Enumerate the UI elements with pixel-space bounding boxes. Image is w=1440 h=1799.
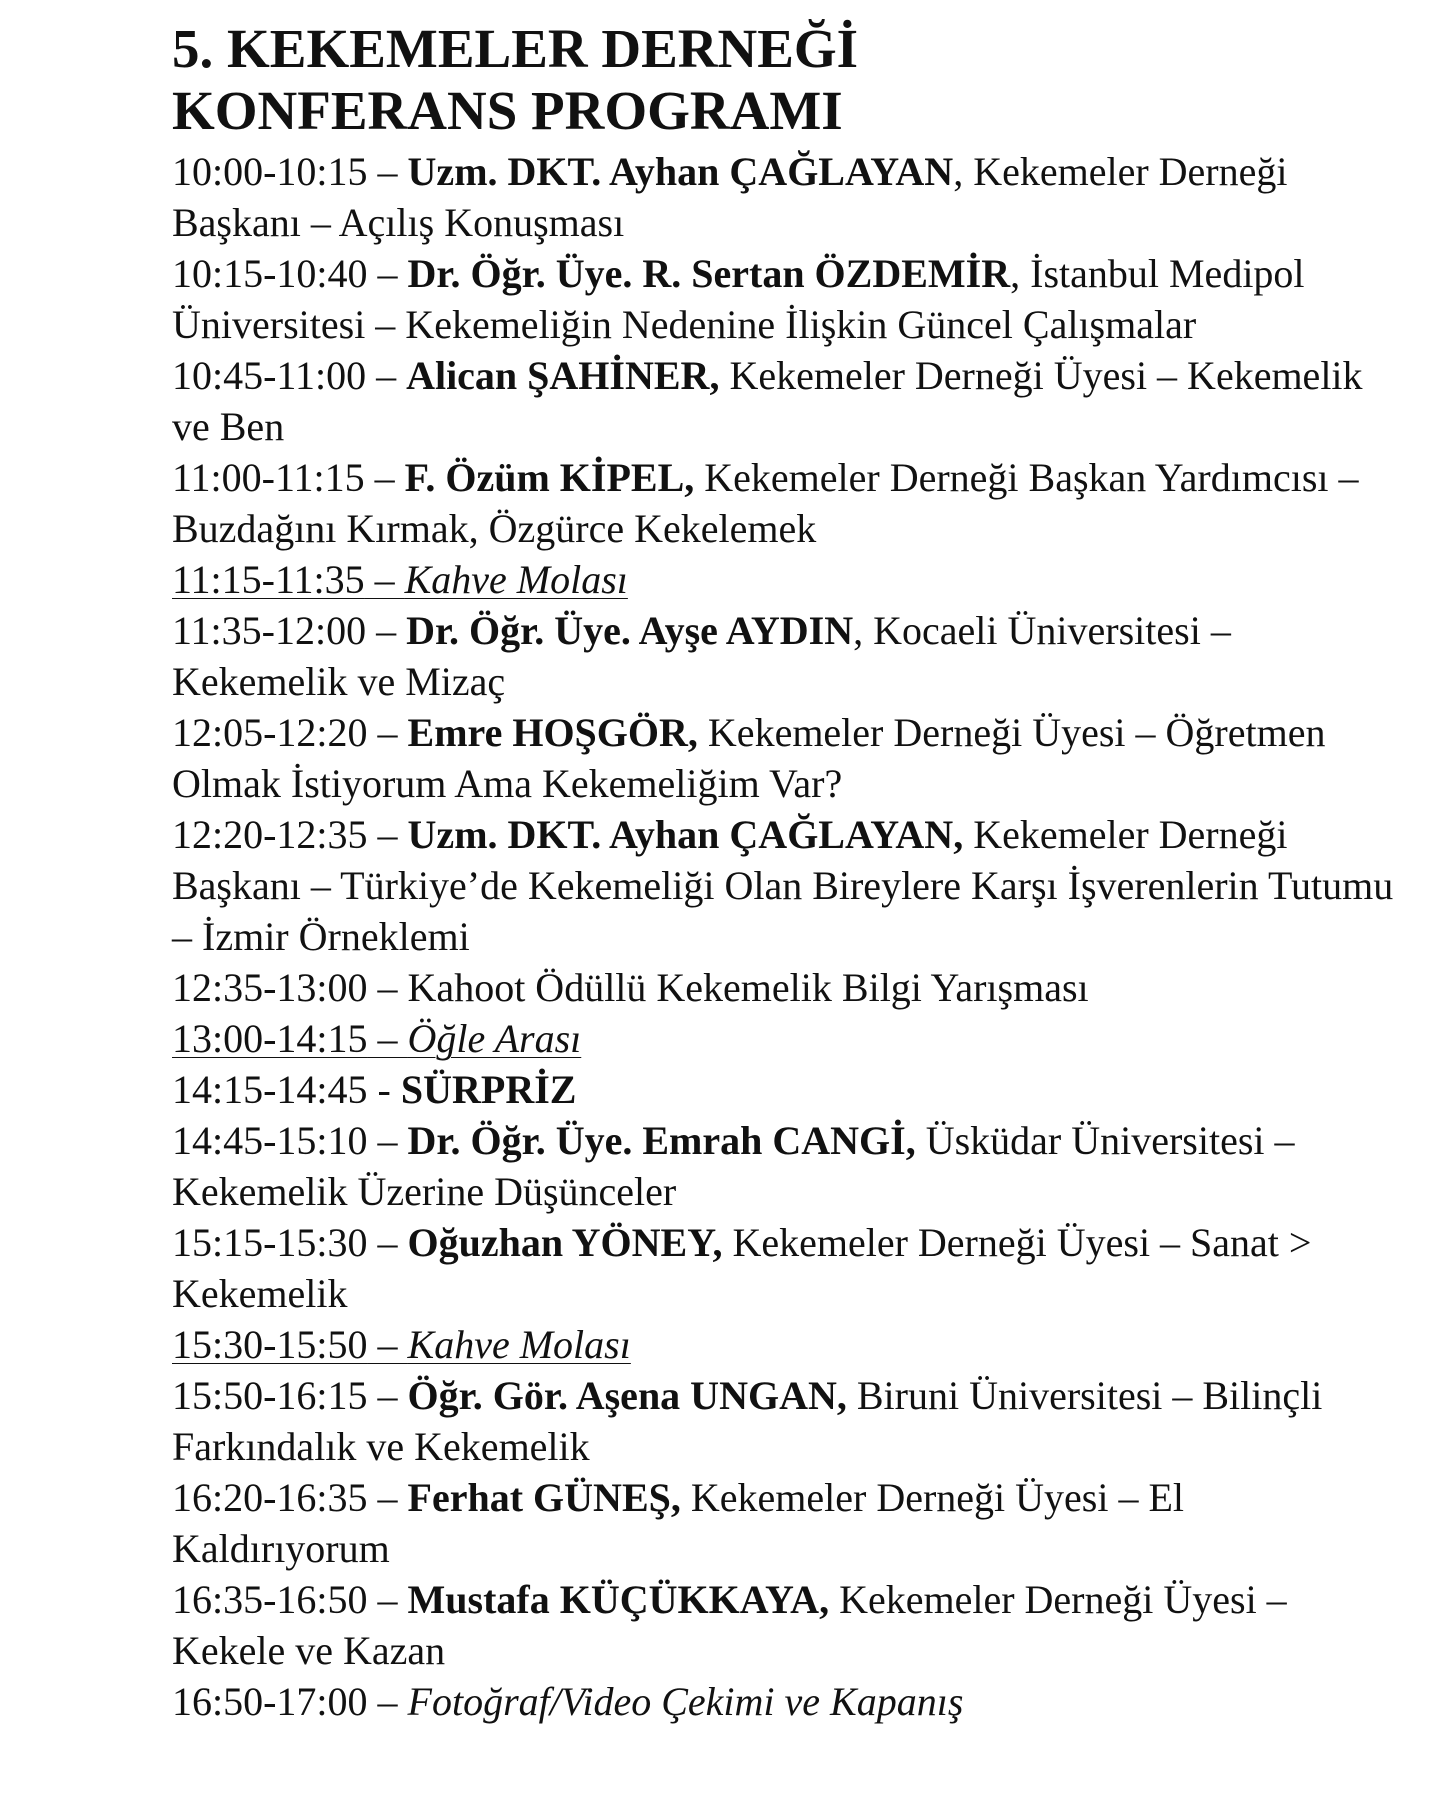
entry-time: 12:20-12:35 <box>172 812 368 857</box>
entry-speaker: Uzm. DKT. Ayhan ÇAĞLAYAN <box>407 149 954 194</box>
entry-speaker: F. Özüm KİPEL, <box>404 455 695 500</box>
entry-time: 13:00-14:15 <box>172 1016 368 1061</box>
entry-time: 16:50-17:00 <box>172 1679 368 1724</box>
program-entry <box>172 1064 1402 1115</box>
entry-description: Biruni Üniversitesi – Bilinçli Farkındalık ve Kekemelik <box>172 1373 1323 1469</box>
break-label: Öğle Arası <box>407 1016 582 1061</box>
entry-separator: – <box>367 1016 408 1061</box>
entry-description: Kekemeler Derneği Üyesi – Kekele ve Kazan <box>172 1577 1287 1673</box>
entry-speaker: Dr. Öğr. Üye. R. Sertan ÖZDEMİR <box>407 251 1011 296</box>
program-entry <box>172 1115 1402 1217</box>
entry-separator: – <box>367 710 408 755</box>
entry-time: 11:00-11:15 <box>172 455 365 500</box>
entry-time: 15:15-15:30 <box>172 1220 368 1265</box>
title-line-2: KONFERANS PROGRAMI <box>172 80 843 141</box>
break-label: Kahve Molası <box>407 1322 631 1367</box>
break-label: Kahve Molası <box>404 557 628 602</box>
entry-separator: - <box>367 1067 401 1112</box>
entry-closing-label: Fotoğraf/Video Çekimi ve Kapanış <box>407 1679 964 1724</box>
entry-separator: – <box>367 1577 408 1622</box>
title-line-1: 5. KEKEMELER DERNEĞİ <box>172 18 859 79</box>
entry-description: , İstanbul Medipol Üniversitesi – Kekemeliğin Nedenine İlişkin Güncel Çalışmalar <box>172 251 1305 347</box>
program-entry <box>172 1217 1402 1319</box>
entry-speaker: Dr. Öğr. Üye. Ayşe AYDIN <box>406 608 854 653</box>
entry-description: Kekemeler Derneği Üyesi – Kekemelik ve Ben <box>172 353 1363 449</box>
program-entry <box>172 707 1402 809</box>
program-entry <box>172 962 1402 1013</box>
entry-separator: – <box>367 1475 408 1520</box>
entry-separator: – <box>367 1118 408 1163</box>
program-entry <box>172 1574 1402 1676</box>
entry-time: 12:05-12:20 <box>172 710 368 755</box>
entry-speaker: Emre HOŞGÖR, <box>407 710 698 755</box>
entry-separator: – <box>367 1679 408 1724</box>
entry-description: Kekemeler Derneği Üyesi – Öğretmen Olmak İstiyorum Ama Kekemeliğim Var? <box>172 710 1326 806</box>
entry-separator: – <box>366 608 407 653</box>
entry-description: Kekemeler Derneği Üyesi – Sanat > Kekemelik <box>172 1220 1312 1316</box>
entry-description: Kekemeler Derneği Başkan Yardımcısı – Buzdağını Kırmak, Özgürce Kekelemek <box>172 455 1359 551</box>
entry-separator: – <box>367 1220 408 1265</box>
entry-speaker: Dr. Öğr. Üye. Emrah CANGİ, <box>407 1118 916 1163</box>
entry-time: 10:00-10:15 <box>172 149 368 194</box>
entry-speaker: Öğr. Gör. Aşena UNGAN, <box>407 1373 847 1418</box>
entry-time: 15:50-16:15 <box>172 1373 368 1418</box>
program-entry <box>172 452 1402 554</box>
entry-description: Kekemeler Derneği Başkanı – Türkiye’de Kekemeliği Olan Bireylere Karşı İşverenlerin Tutumu – İzmir Örneklemi <box>172 812 1394 959</box>
entry-separator: – <box>367 149 408 194</box>
entry-description: , Kocaeli Üniversitesi – Kekemelik ve Mizaç <box>172 608 1231 704</box>
entry-speaker: Mustafa KÜÇÜKKAYA, <box>407 1577 830 1622</box>
entry-separator: – <box>364 557 405 602</box>
program-entry <box>172 1370 1402 1472</box>
entry-speaker: Oğuzhan YÖNEY, <box>407 1220 723 1265</box>
program-break <box>172 1013 1402 1064</box>
page-title <box>172 18 1402 142</box>
entry-speaker: Uzm. DKT. Ayhan ÇAĞLAYAN, <box>407 812 964 857</box>
entry-separator: – <box>367 251 408 296</box>
entry-description: Üsküdar Üniversitesi – Kekemelik Üzerine Düşünceler <box>172 1118 1295 1214</box>
entry-description: Kekemeler Derneği Üyesi – El Kaldırıyorum <box>172 1475 1185 1571</box>
entry-time: 10:15-10:40 <box>172 251 368 296</box>
program-entry <box>172 809 1402 962</box>
program-break <box>172 554 1402 605</box>
entry-time: 16:35-16:50 <box>172 1577 368 1622</box>
program-entry <box>172 1676 1402 1727</box>
program-entry <box>172 248 1402 350</box>
entry-time: 10:45-11:00 <box>172 353 367 398</box>
entry-speaker: Alican ŞAHİNER, <box>406 353 720 398</box>
program-break <box>172 1319 1402 1370</box>
entry-time: 11:35-12:00 <box>172 608 367 653</box>
program-entry <box>172 1472 1402 1574</box>
program-list <box>172 146 1402 1727</box>
entry-separator: – <box>367 1322 408 1367</box>
entry-time: 15:30-15:50 <box>172 1322 368 1367</box>
entry-description: , Kekemeler Derneği Başkanı – Açılış Konuşması <box>172 149 1288 245</box>
program-entry <box>172 146 1402 248</box>
program-document <box>172 18 1402 1727</box>
entry-separator: – <box>364 455 405 500</box>
entry-separator: – <box>367 965 408 1010</box>
entry-separator: – <box>367 1373 408 1418</box>
entry-time: 11:15-11:35 <box>172 557 365 602</box>
entry-separator: – <box>366 353 407 398</box>
entry-speaker: Ferhat GÜNEŞ, <box>407 1475 681 1520</box>
entry-time: 14:45-15:10 <box>172 1118 368 1163</box>
entry-time: 12:35-13:00 <box>172 965 368 1010</box>
program-entry <box>172 350 1402 452</box>
entry-speaker: SÜRPRİZ <box>400 1067 577 1112</box>
program-entry <box>172 605 1402 707</box>
entry-time: 14:15-14:45 <box>172 1067 368 1112</box>
entry-separator: – <box>367 812 408 857</box>
entry-time: 16:20-16:35 <box>172 1475 368 1520</box>
entry-description: Kahoot Ödüllü Kekemelik Bilgi Yarışması <box>407 965 1089 1010</box>
